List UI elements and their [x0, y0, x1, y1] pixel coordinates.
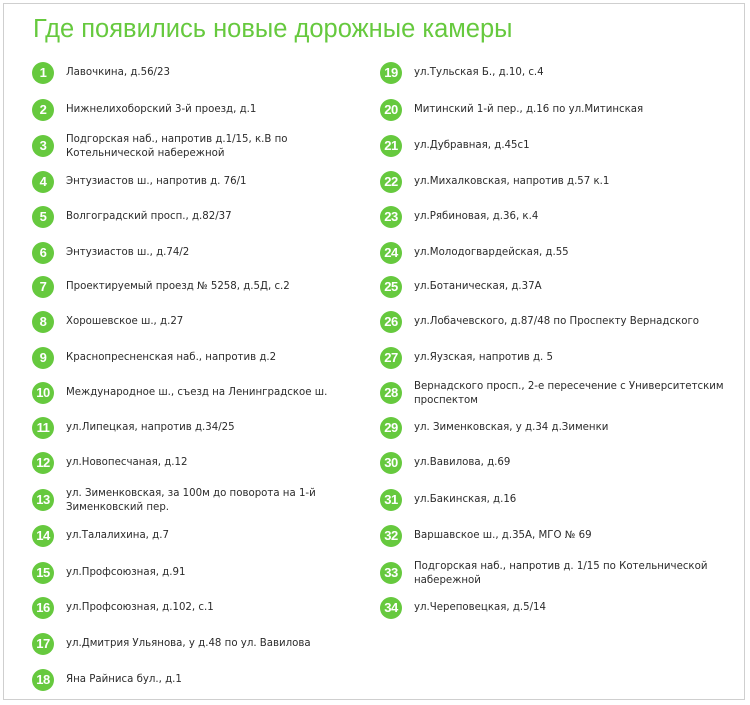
- list-item: [32, 242, 372, 272]
- item-address: Международное ш., съезд на Ленинградское ш.: [66, 387, 328, 398]
- list-item: [32, 311, 372, 341]
- list-item: [380, 381, 724, 412]
- item-number-badge: 10: [32, 382, 54, 404]
- item-number-badge: 9: [32, 347, 54, 369]
- item-address: Вернадского просп., 2-е пересечение с Университетским проспектом: [414, 381, 724, 406]
- item-number-badge: 26: [380, 311, 402, 333]
- list-item: [32, 417, 372, 447]
- item-address: ул. Зименковская, у д.34 д.Зименки: [414, 422, 609, 433]
- list-item: [32, 452, 372, 482]
- list-item: [32, 62, 372, 92]
- item-address: Хорошевское ш., д.27: [66, 316, 184, 327]
- item-number-badge: 33: [380, 562, 402, 584]
- item-address: Энтузиастов ш., напротив д. 76/1: [66, 176, 247, 187]
- item-address: ул.Яузская, напротив д. 5: [414, 352, 553, 363]
- list-item: [380, 206, 720, 236]
- list-item: [32, 135, 372, 165]
- list-item: [380, 311, 720, 341]
- page-title: Где появились новые дорожные камеры: [33, 15, 513, 43]
- item-address: Варшавское ш., д.35А, МГО № 69: [414, 530, 592, 541]
- list-item: [380, 347, 720, 377]
- item-number-badge: 5: [32, 206, 54, 228]
- item-address: ул.Рябиновая, д.36, к.4: [414, 211, 539, 222]
- list-item: [380, 135, 720, 165]
- item-number-badge: 25: [380, 276, 402, 298]
- list-item: [32, 669, 372, 699]
- item-number-badge: 15: [32, 562, 54, 584]
- item-address: Энтузиастов ш., д.74/2: [66, 247, 190, 258]
- item-address: ул.Ботаническая, д.37А: [414, 281, 542, 292]
- list-item: [380, 489, 720, 519]
- list-item: [380, 452, 720, 482]
- item-number-badge: 27: [380, 347, 402, 369]
- item-address: Подгорская наб., напротив д. 1/15 по Котельнической набережной: [414, 561, 708, 586]
- item-number-badge: 22: [380, 171, 402, 193]
- item-number-badge: 11: [32, 417, 54, 439]
- item-number-badge: 28: [380, 382, 402, 404]
- list-item: [380, 242, 720, 272]
- item-number-badge: 8: [32, 311, 54, 333]
- item-address: ул. Зименковская, за 100м до поворота на 1-й Зименковский пер.: [66, 488, 316, 513]
- list-item: [32, 633, 372, 663]
- list-item: [380, 99, 720, 129]
- item-number-badge: 2: [32, 99, 54, 121]
- item-address: ул.Бакинская, д.16: [414, 494, 517, 505]
- item-number-badge: 16: [32, 597, 54, 619]
- list-item: [32, 597, 372, 627]
- item-address: ул.Талалихина, д.7: [66, 530, 169, 541]
- item-address: ул.Липецкая, напротив д.34/25: [66, 422, 235, 433]
- item-address: Яна Райниса бул., д.1: [66, 674, 182, 685]
- item-address: ул.Тульская Б., д.10, с.4: [414, 67, 544, 78]
- item-number-badge: 18: [32, 669, 54, 691]
- item-address: Краснопресненская наб., напротив д.2: [66, 352, 277, 363]
- list-item: [380, 276, 720, 306]
- item-number-badge: 19: [380, 62, 402, 84]
- item-number-badge: 29: [380, 417, 402, 439]
- list-item: [380, 171, 720, 201]
- list-item: [32, 276, 372, 306]
- item-number-badge: 34: [380, 597, 402, 619]
- item-address: Проектируемый проезд № 5258, д.5Д, с.2: [66, 281, 290, 292]
- item-number-badge: 13: [32, 489, 54, 511]
- list-item: [380, 597, 720, 627]
- list-item: [380, 417, 720, 447]
- item-address: ул.Вавилова, д.69: [414, 457, 511, 468]
- list-item: [32, 562, 372, 592]
- item-address: ул.Михалковская, напротив д.57 к.1: [414, 176, 610, 187]
- list-item: [32, 347, 372, 377]
- item-number-badge: 12: [32, 452, 54, 474]
- list-item: [380, 62, 720, 92]
- list-item: [32, 206, 372, 236]
- item-address: Митинский 1-й пер., д.16 по ул.Митинская: [414, 104, 644, 115]
- item-number-badge: 14: [32, 525, 54, 547]
- list-item: [380, 562, 720, 592]
- list-item: [32, 489, 372, 519]
- item-address: ул.Новопесчаная, д.12: [66, 457, 188, 468]
- item-address: ул.Череповецкая, д.5/14: [414, 602, 547, 613]
- item-number-badge: 20: [380, 99, 402, 121]
- item-number-badge: 3: [32, 135, 54, 157]
- item-address: ул.Лобачевского, д.87/48 по Проспекту Вернадского: [414, 316, 700, 327]
- item-address: ул.Дмитрия Ульянова, у д.48 по ул. Вавилова: [66, 638, 311, 649]
- item-address: ул.Профсоюзная, д.102, с.1: [66, 602, 214, 613]
- item-address: Нижнелихоборский 3-й проезд, д.1: [66, 104, 257, 115]
- item-address: ул.Профсоюзная, д.91: [66, 567, 186, 578]
- item-number-badge: 4: [32, 171, 54, 193]
- item-number-badge: 21: [380, 135, 402, 157]
- list-item: [32, 171, 372, 201]
- item-number-badge: 30: [380, 452, 402, 474]
- item-number-badge: 32: [380, 525, 402, 547]
- list-item: [32, 525, 372, 555]
- item-number-badge: 31: [380, 489, 402, 511]
- item-number-badge: 17: [32, 633, 54, 655]
- list-item: [32, 99, 372, 129]
- item-address: ул.Молодогвардейская, д.55: [414, 247, 569, 258]
- item-number-badge: 24: [380, 242, 402, 264]
- item-address: Волгоградский просп., д.82/37: [66, 211, 232, 222]
- item-number-badge: 1: [32, 62, 54, 84]
- item-address: ул.Дубравная, д.45с1: [414, 140, 530, 151]
- item-address: Подгорская наб., напротив д.1/15, к.В по Котельнической набережной: [66, 134, 288, 159]
- item-number-badge: 23: [380, 206, 402, 228]
- item-number-badge: 7: [32, 276, 54, 298]
- item-number-badge: 6: [32, 242, 54, 264]
- item-address: Лавочкина, д.56/23: [66, 67, 170, 78]
- list-item: [32, 382, 372, 412]
- list-item: [380, 525, 720, 555]
